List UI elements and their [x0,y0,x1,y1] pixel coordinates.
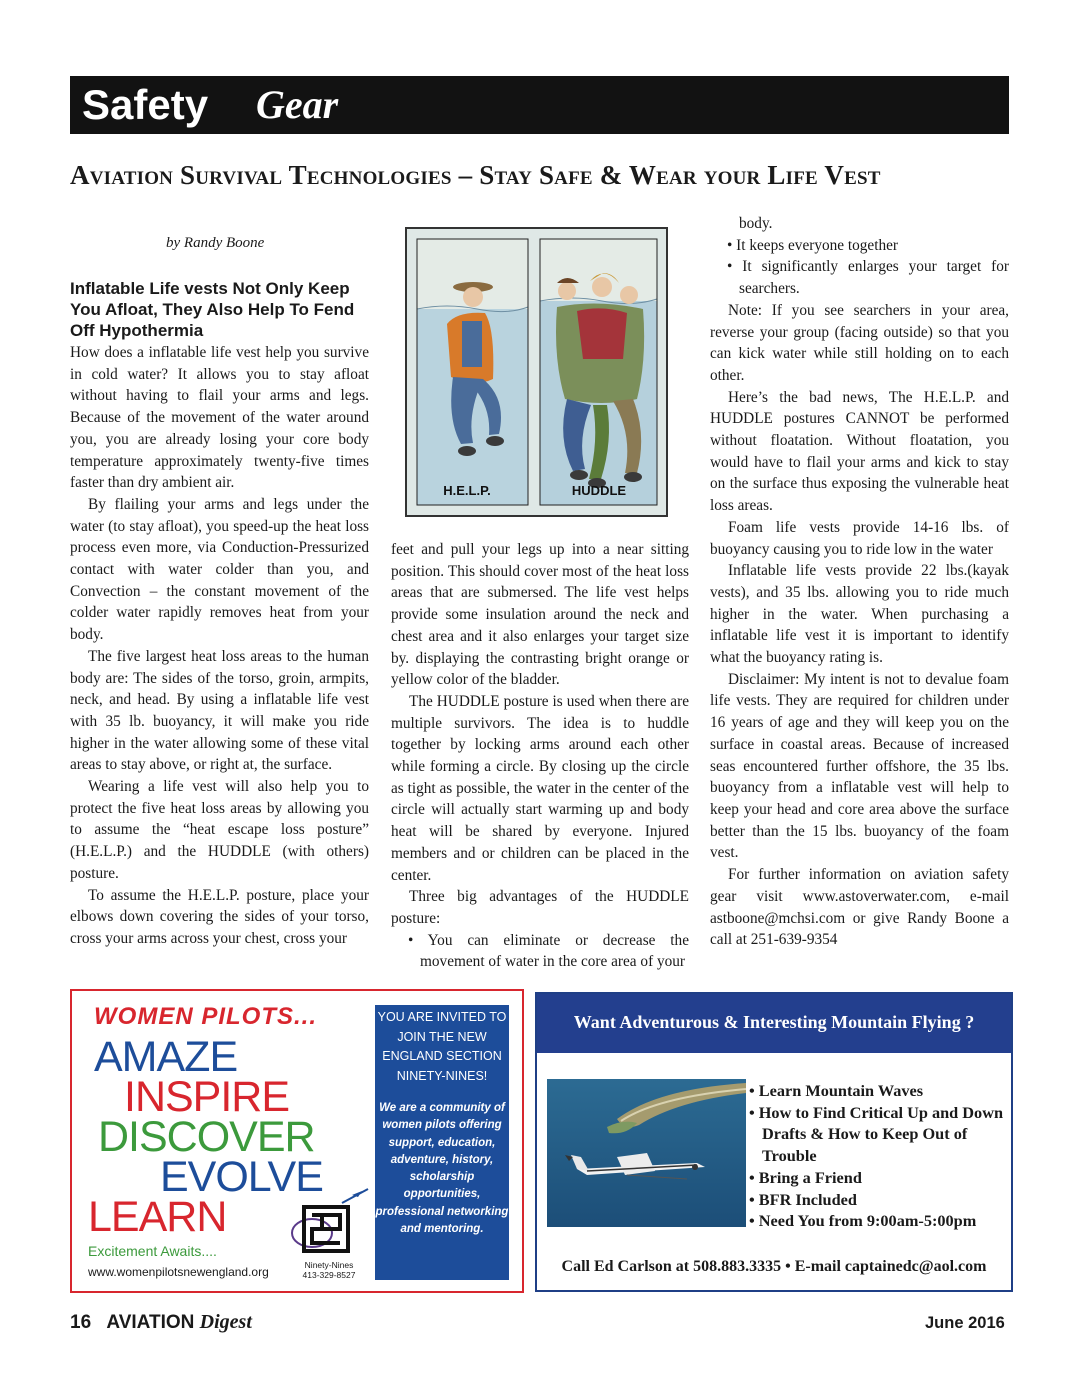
contact-line: Call Ed Carlson at 508.883.3335 • E-mail captainedc@aol.com [561,1258,987,1275]
banner-word-gear: Gear [256,82,339,127]
paragraph: feet and pull your legs up into a near sitting position. This should cover most of the heat loss areas that are submersed. The life vest helps provide some insulation around the neck and chest area and it also enlarges your target size by. displaying the contrasting bright orange or yellow color of the bladder. [391,541,689,689]
ad-header: Want Adventurous & Interesting Mountain Flying ? [537,994,1011,1053]
help-huddle-drawing [407,229,666,515]
ad-word-evolve: EVOLVE [160,1153,323,1201]
logo-name: Ninety-Nines [304,1260,354,1270]
byline: by Randy Boone [166,235,265,251]
paragraph: Wearing a life vest will also help you to protect the five heat loss areas by allowing you to assume the “heat escape loss posture” (H.E.L.P.) and the HUDDLE (with others) posture. [70,778,369,882]
women-pilots-ad [70,989,524,1293]
paragraph: For further information on aviation safety gear visit www.astoverwater.com, e-mail astboone@mchsi.com or give Randy Boone a call at 251-639-9354 [710,866,1009,949]
magazine-name: AVIATION [106,1312,195,1333]
paragraph: To assume the H.E.L.P. posture, place your elbows down covering the sides of your torso, cross your arms across your chest, cross your [70,886,369,947]
subheading: Inflatable Life vests Not Only Keep You Afloat, They Also Help To Fend Off Hypothermia [70,279,355,340]
list-item: • Bring a Friend [749,1167,862,1187]
footer-left [70,1311,252,1334]
mountain-flying-ad [535,992,1013,1292]
paragraph: How does a inflatable life vest help you survive in cold water? It allows you to stay afloat without having to flail your arms and legs. Because of the movement of the water around you, you are already losing your core body temperature approximately twenty-five times faster than dry ambient air. [70,344,369,492]
bullet-item: • It keeps everyone together [727,236,898,254]
article-column-3 [710,213,1009,951]
illustration-label-help: H.E.L.P. [443,483,491,498]
list-item: • BFR Included [749,1189,857,1209]
logo-phone: 413-329-8527 [302,1269,356,1280]
article-headline: Aviation Survival Technologies – Stay Safe & Wear your Life Vest [70,160,881,190]
paragraph: Disclaimer: My intent is not to devalue foam life vests. They are required for children under 16 years of age and they will keep you on the surface in coastal areas. Because of increased seas encountered further offshore, the 35 lbs. buoyancy from a inflatable vest will help to keep your head and core area above the surface better than the 15 lbs. buoyancy of the foam vest. [710,670,1009,862]
bullet-continuation: body. [739,215,773,232]
issue-date: June 2016 [925,1314,1005,1332]
ad-word-inspire: INSPIRE [124,1073,290,1121]
list-item: • Learn Mountain Waves [749,1081,924,1100]
ad-url[interactable]: www.womenpilotsnewengland.org [88,1265,269,1279]
paragraph: The HUDDLE posture is used when there are multiple survivors. The idea is to huddle together by locking arms around each other while forming a circle. By closing up the circle as tight as possible, the water in the center of the circle will actually start warming up and body heat will be shared by everyone. Injured members and or children can be placed in the center. [391,692,689,884]
benefits-list [749,1080,1009,1232]
paragraph: Here’s the bad news, The H.E.L.P. and HUDDLE postures CANNOT be performed without floatation. Without floatation, you would have to flail your arms and kick to stay on the surface thus exposing the vulnerable heat loss areas. [710,388,1009,515]
ad-word-discover: DISCOVER [98,1113,315,1161]
paragraph: Foam life vests provide 14-16 lbs. of buoyancy causing you to ride low in the water [710,518,1009,558]
bullet-item: • You can eliminate or decrease the movement of water in the core area of your [408,931,689,971]
ninety-nines-logo [282,1187,372,1261]
bullet-item: • It significantly enlarges your target for searchers. [727,258,1009,298]
community-description: We are a community of women pilots offering support, education, adventure, history, scholarship opportunities, professional networking and mentoring. [375,1102,509,1236]
list-item: • How to Find Critical Up and Down Drafts & How to Keep Out of Trouble [749,1102,1004,1166]
list-item: • Need You from 9:00am-5:00pm [749,1211,977,1231]
illustration-label-huddle: HUDDLE [571,483,627,498]
paragraph: The five largest heat loss areas to the human body are: The sides of the torso, groin, armpits, neck, and head. By using a inflatable life vest with 35 lb. buoyancy, it will make you ride higher in the water allowing some of these vital areas to stay above, or right at, the surface. [70,647,369,774]
ad-tagline: Excitement Awaits.... [88,1243,217,1259]
airplane-photo [547,1079,746,1227]
ad-title: WOMEN PILOTS... [94,1003,317,1030]
invite-panel [375,1005,509,1280]
ad-word-amaze: AMAZE [94,1033,238,1081]
paragraph: Note: If you see searchers in your area, reverse your group (facing outside) so that you can kick water while still holding on to each other. [710,301,1009,384]
article-column-2 [391,539,689,973]
paragraph: Inflatable life vests provide 22 lbs.(kayak vests), and 35 lbs. allowing you to ride much higher in the water. When purchasing a inflatable life vest it is important to identify what the buoyancy rating is. [710,562,1009,667]
paragraph: By flailing your arms and legs under the water (to stay afloat), you speed-up the heat loss process even more, via Conduction-Pressurized contact with water colder than you, and Convection – the constant movement of the colder water rapidly removes heat from your body. [70,495,369,644]
magazine-name-italic: Digest [199,1311,252,1333]
invite-text: YOU ARE INVITED TO JOIN THE NEW ENGLAND SECTION NINETY-NINES! [377,1010,507,1083]
banner-word-safety: Safety [82,81,209,128]
ad-word-learn: LEARN [88,1193,227,1241]
page-number: 16 [70,1312,92,1333]
survival-postures-illustration [405,227,668,517]
ninety-nines-logo-text [290,1261,368,1280]
section-banner [70,76,1009,134]
paragraph: Three big advantages of the HUDDLE posture: [391,888,689,927]
airplane-over-coast-image [547,1079,746,1227]
article-column-1 [70,278,369,950]
